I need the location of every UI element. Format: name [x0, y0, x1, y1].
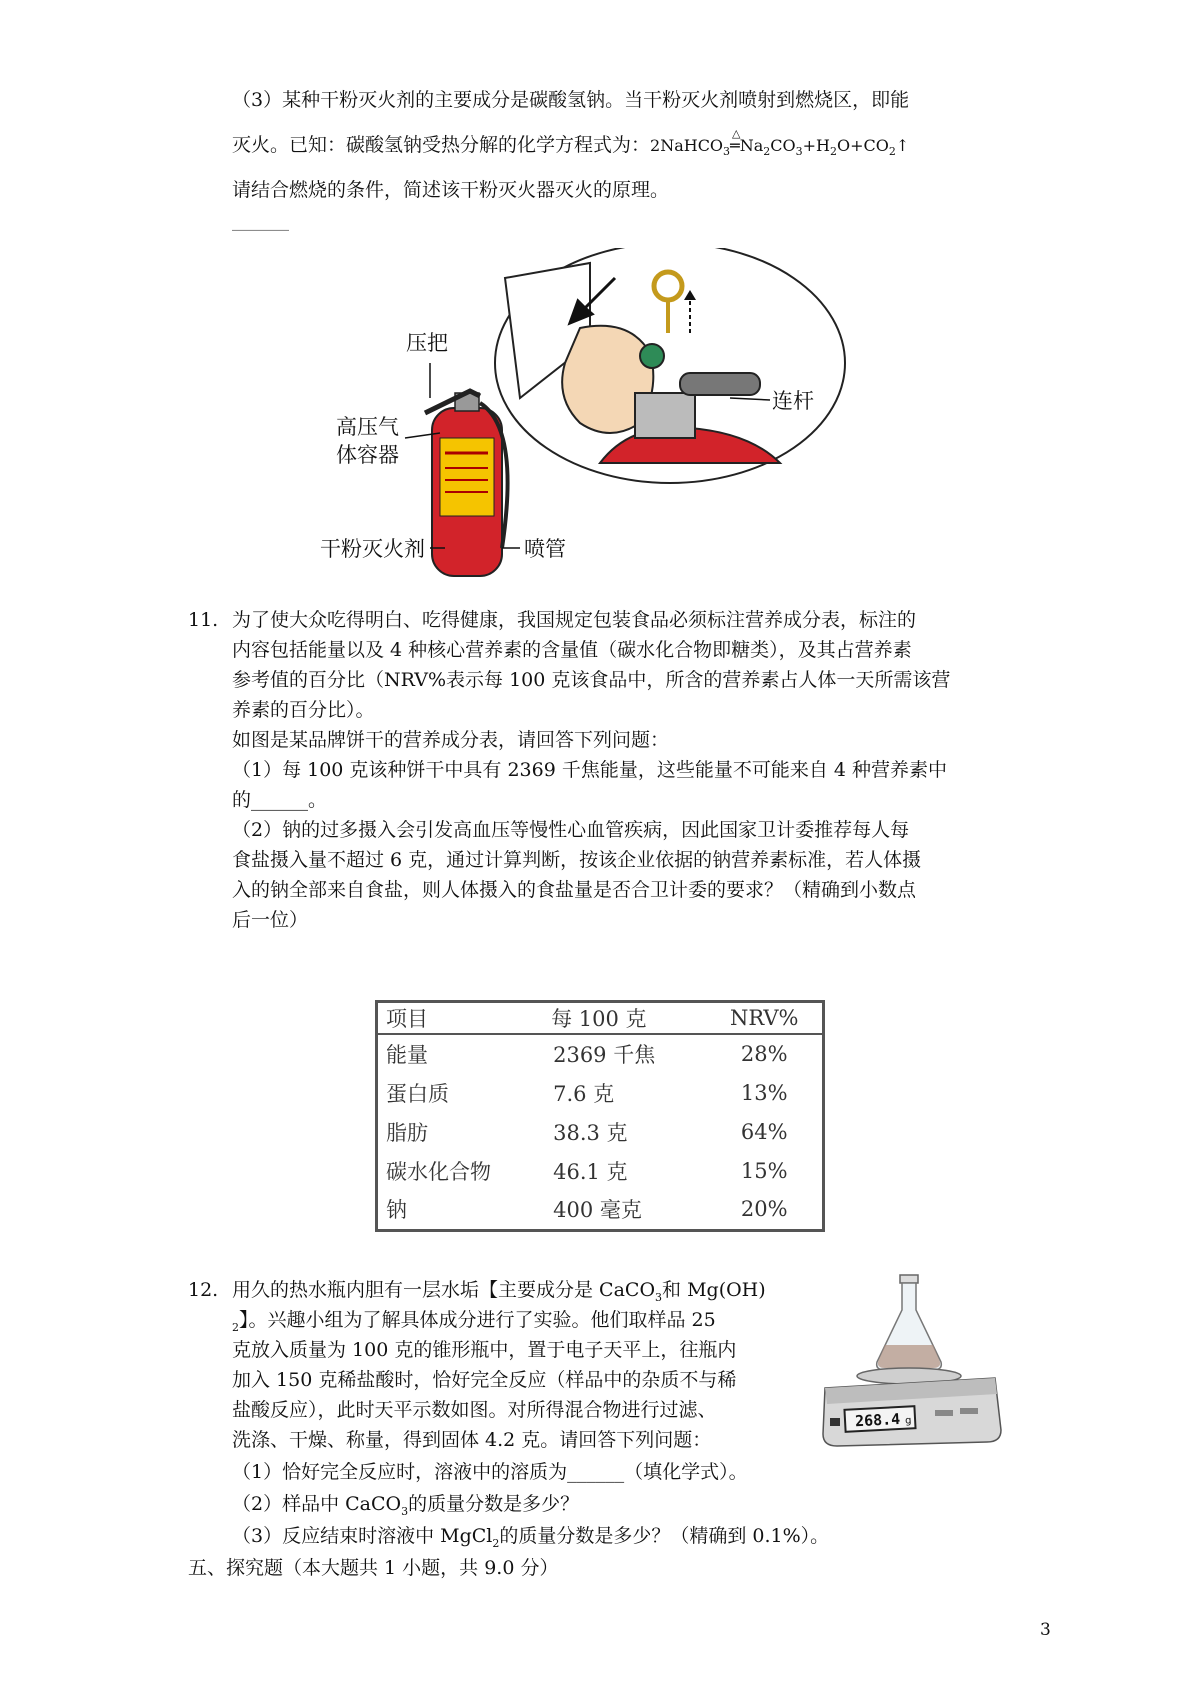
eq-product2: +H: [802, 136, 830, 155]
eq-reactant: 2NaHCO: [650, 136, 724, 155]
q10-p3-line1: （3）某种干粉灭火剂的主要成分是碳酸氢钠。当干粉灭火剂喷射到燃烧区，即能: [232, 89, 910, 111]
balance-reading: 268.4: [854, 1409, 901, 1431]
flask-liquid: [878, 1345, 940, 1368]
q11-p1-line2: 的______。: [232, 789, 328, 811]
eq-product1: Na: [739, 136, 764, 155]
q11-p2-line2: 食盐摄入量不超过 6 克，通过计算判断，按该企业依据的钠营养素标准，若人体摄: [232, 849, 922, 871]
balance-button: [935, 1410, 953, 1416]
q12-line4: 加入 150 克稀盐酸时，恰好完全反应（样品中的杂质不与稀: [232, 1369, 737, 1391]
eq-sub: 2: [888, 145, 896, 159]
eq-sub: 3: [723, 145, 731, 159]
q11-p1-line1: （1）每 100 克该种饼干中具有 2369 千焦能量，这些能量不可能来自 4 种营养素中: [232, 759, 948, 781]
label-nozzle: 喷管: [524, 537, 566, 561]
eq-sub: 3: [795, 145, 803, 159]
q12-line5: 盐酸反应），此时天平示数如图。对所得混合物进行过滤、: [232, 1399, 717, 1421]
label-powder: 干粉灭火剂: [320, 537, 425, 561]
electronic-balance-figure: [815, 1270, 1005, 1460]
table-cell: 64%: [740, 1119, 788, 1144]
q12-p1: （1）恰好完全反应时，溶液中的溶质为______（填化学式）。: [232, 1461, 748, 1483]
table-cell: 46.1 克: [553, 1159, 628, 1184]
table-row: [377, 1113, 824, 1152]
eq-sub: 2: [763, 145, 771, 159]
eq-gas-arrow: ↑: [895, 136, 910, 155]
q11-lead: 如图是某品牌饼干的营养成分表，请回答下列问题：: [232, 729, 670, 751]
eq-heat-sign: △ ═: [730, 132, 740, 160]
table-cell: 能量: [386, 1043, 428, 1068]
q10-p3-line2: [232, 127, 910, 166]
table-header-row: [377, 1002, 824, 1035]
q12-p2: [232, 1490, 579, 1526]
balance-button: [830, 1418, 840, 1426]
q12-line6: 洗涤、干燥、称量，得到固体 4.2 克。请回答下列问题：: [232, 1429, 712, 1451]
q12-p3-text2: 的质量分数是多少？（精确到 0.1%）。: [499, 1525, 830, 1547]
subscript: 2: [492, 1536, 500, 1550]
balance-unit: g: [904, 1415, 912, 1427]
flask-rim: [900, 1275, 918, 1283]
table-cell: 碳水化合物: [386, 1159, 491, 1184]
table-cell: 13%: [740, 1081, 788, 1106]
q12-line3: 克放入质量为 100 克的锥形瓶中，置于电子天平上，往瓶内: [232, 1339, 737, 1361]
table-row: [377, 1151, 824, 1190]
q11-intro-line1: 为了使大众吃得明白、吃得健康，我国规定包装食品必须标注营养成分表，标注的: [232, 609, 917, 631]
section5-heading: 五、探究题（本大题共 1 小题，共 9.0 分）: [188, 1557, 559, 1579]
table-row: [377, 1074, 824, 1113]
subscript: 3: [401, 1504, 409, 1518]
q10-p3-line3: 请结合燃烧的条件，简述该干粉灭火器灭火的原理。: [232, 179, 670, 201]
subscript: 3: [655, 1290, 663, 1304]
label-rod: 连杆: [772, 389, 814, 413]
table-cell: 钠: [386, 1198, 407, 1223]
q10-p3-line2-text: 灭火。已知：碳酸氢钠受热分解的化学方程式为：: [232, 134, 651, 156]
table-header-nrv: NRV%: [729, 1006, 799, 1030]
q12-line1-text: 用久的热水瓶内胆有一层水垢【主要成分是 CaCO: [232, 1279, 656, 1301]
label-container-line2: 体容器: [336, 443, 399, 467]
q12-p2-text2: 的质量分数是多少？: [408, 1493, 580, 1515]
table-header-per100g: 每 100 克: [551, 1007, 647, 1031]
q12-line2-text: 】。兴趣小组为了解具体成分进行了实验。他们取样品 25: [239, 1309, 716, 1331]
q12-p3-text: （3）反应结束时溶液中 MgCl: [232, 1525, 493, 1547]
valve-head: [635, 393, 695, 438]
label-handle: 压把: [406, 331, 448, 355]
table-cell: 蛋白质: [386, 1082, 449, 1107]
table-row: [377, 1190, 824, 1231]
table-cell: 2369 千焦: [553, 1043, 656, 1068]
table-cell: 7.6 克: [553, 1082, 615, 1107]
balance-button: [960, 1408, 978, 1414]
extinguisher-label: [440, 438, 494, 516]
q11-number: 11.: [188, 609, 219, 631]
q11-p2-line3: 入的钠全部来自食盐，则人体摄入的食盐量是否合卫计委的要求？（精确到小数点: [232, 879, 917, 901]
q12-line1-text2: 和 Mg(OH): [662, 1279, 766, 1301]
table-cell: 28%: [740, 1042, 788, 1067]
chemical-equation: [650, 127, 910, 159]
subscript: 2: [232, 1320, 239, 1334]
table-cell: 38.3 克: [553, 1120, 628, 1145]
q11-intro-line4: 养素的百分比）。: [232, 699, 375, 721]
page-number: 3: [1040, 1620, 1051, 1640]
eq-product2b: O+CO: [836, 136, 889, 155]
nutrition-table: [375, 1000, 825, 1232]
table-row: [377, 1034, 824, 1074]
table-cell: 400 毫克: [553, 1198, 642, 1223]
hose-connector: [680, 373, 760, 395]
eq-product1b: CO: [770, 136, 796, 155]
table-header-item: 项目: [386, 1007, 428, 1031]
q10-answer-blank: ______: [232, 209, 289, 231]
q11-intro-line3: 参考值的百分比（NRV%表示每 100 克该食品中，所含的营养素占人体一天所需该营: [232, 669, 951, 691]
table-cell: 20%: [740, 1197, 788, 1222]
eq-delta: △: [732, 127, 741, 140]
q12-number: 12.: [188, 1279, 219, 1301]
table-cell: 脂肪: [386, 1120, 428, 1145]
q12-p2-text: （2）样品中 CaCO: [232, 1493, 402, 1515]
eq-sub: 2: [829, 145, 837, 159]
table-cell: 15%: [740, 1158, 788, 1183]
q12-p3: [232, 1522, 829, 1558]
label-container-line1: 高压气: [336, 415, 399, 439]
q11-intro-line2: 内容包括能量以及 4 种核心营养素的含量值（碳水化合物即糖类），及其占营养素: [232, 639, 912, 661]
q11-p2-line4: 后一位）: [232, 909, 309, 931]
safety-seal: [640, 344, 664, 368]
q11-p2-line1: （2）钠的过多摄入会引发高血压等慢性心血管疾病，因此国家卫计委推荐每人每: [232, 819, 910, 841]
